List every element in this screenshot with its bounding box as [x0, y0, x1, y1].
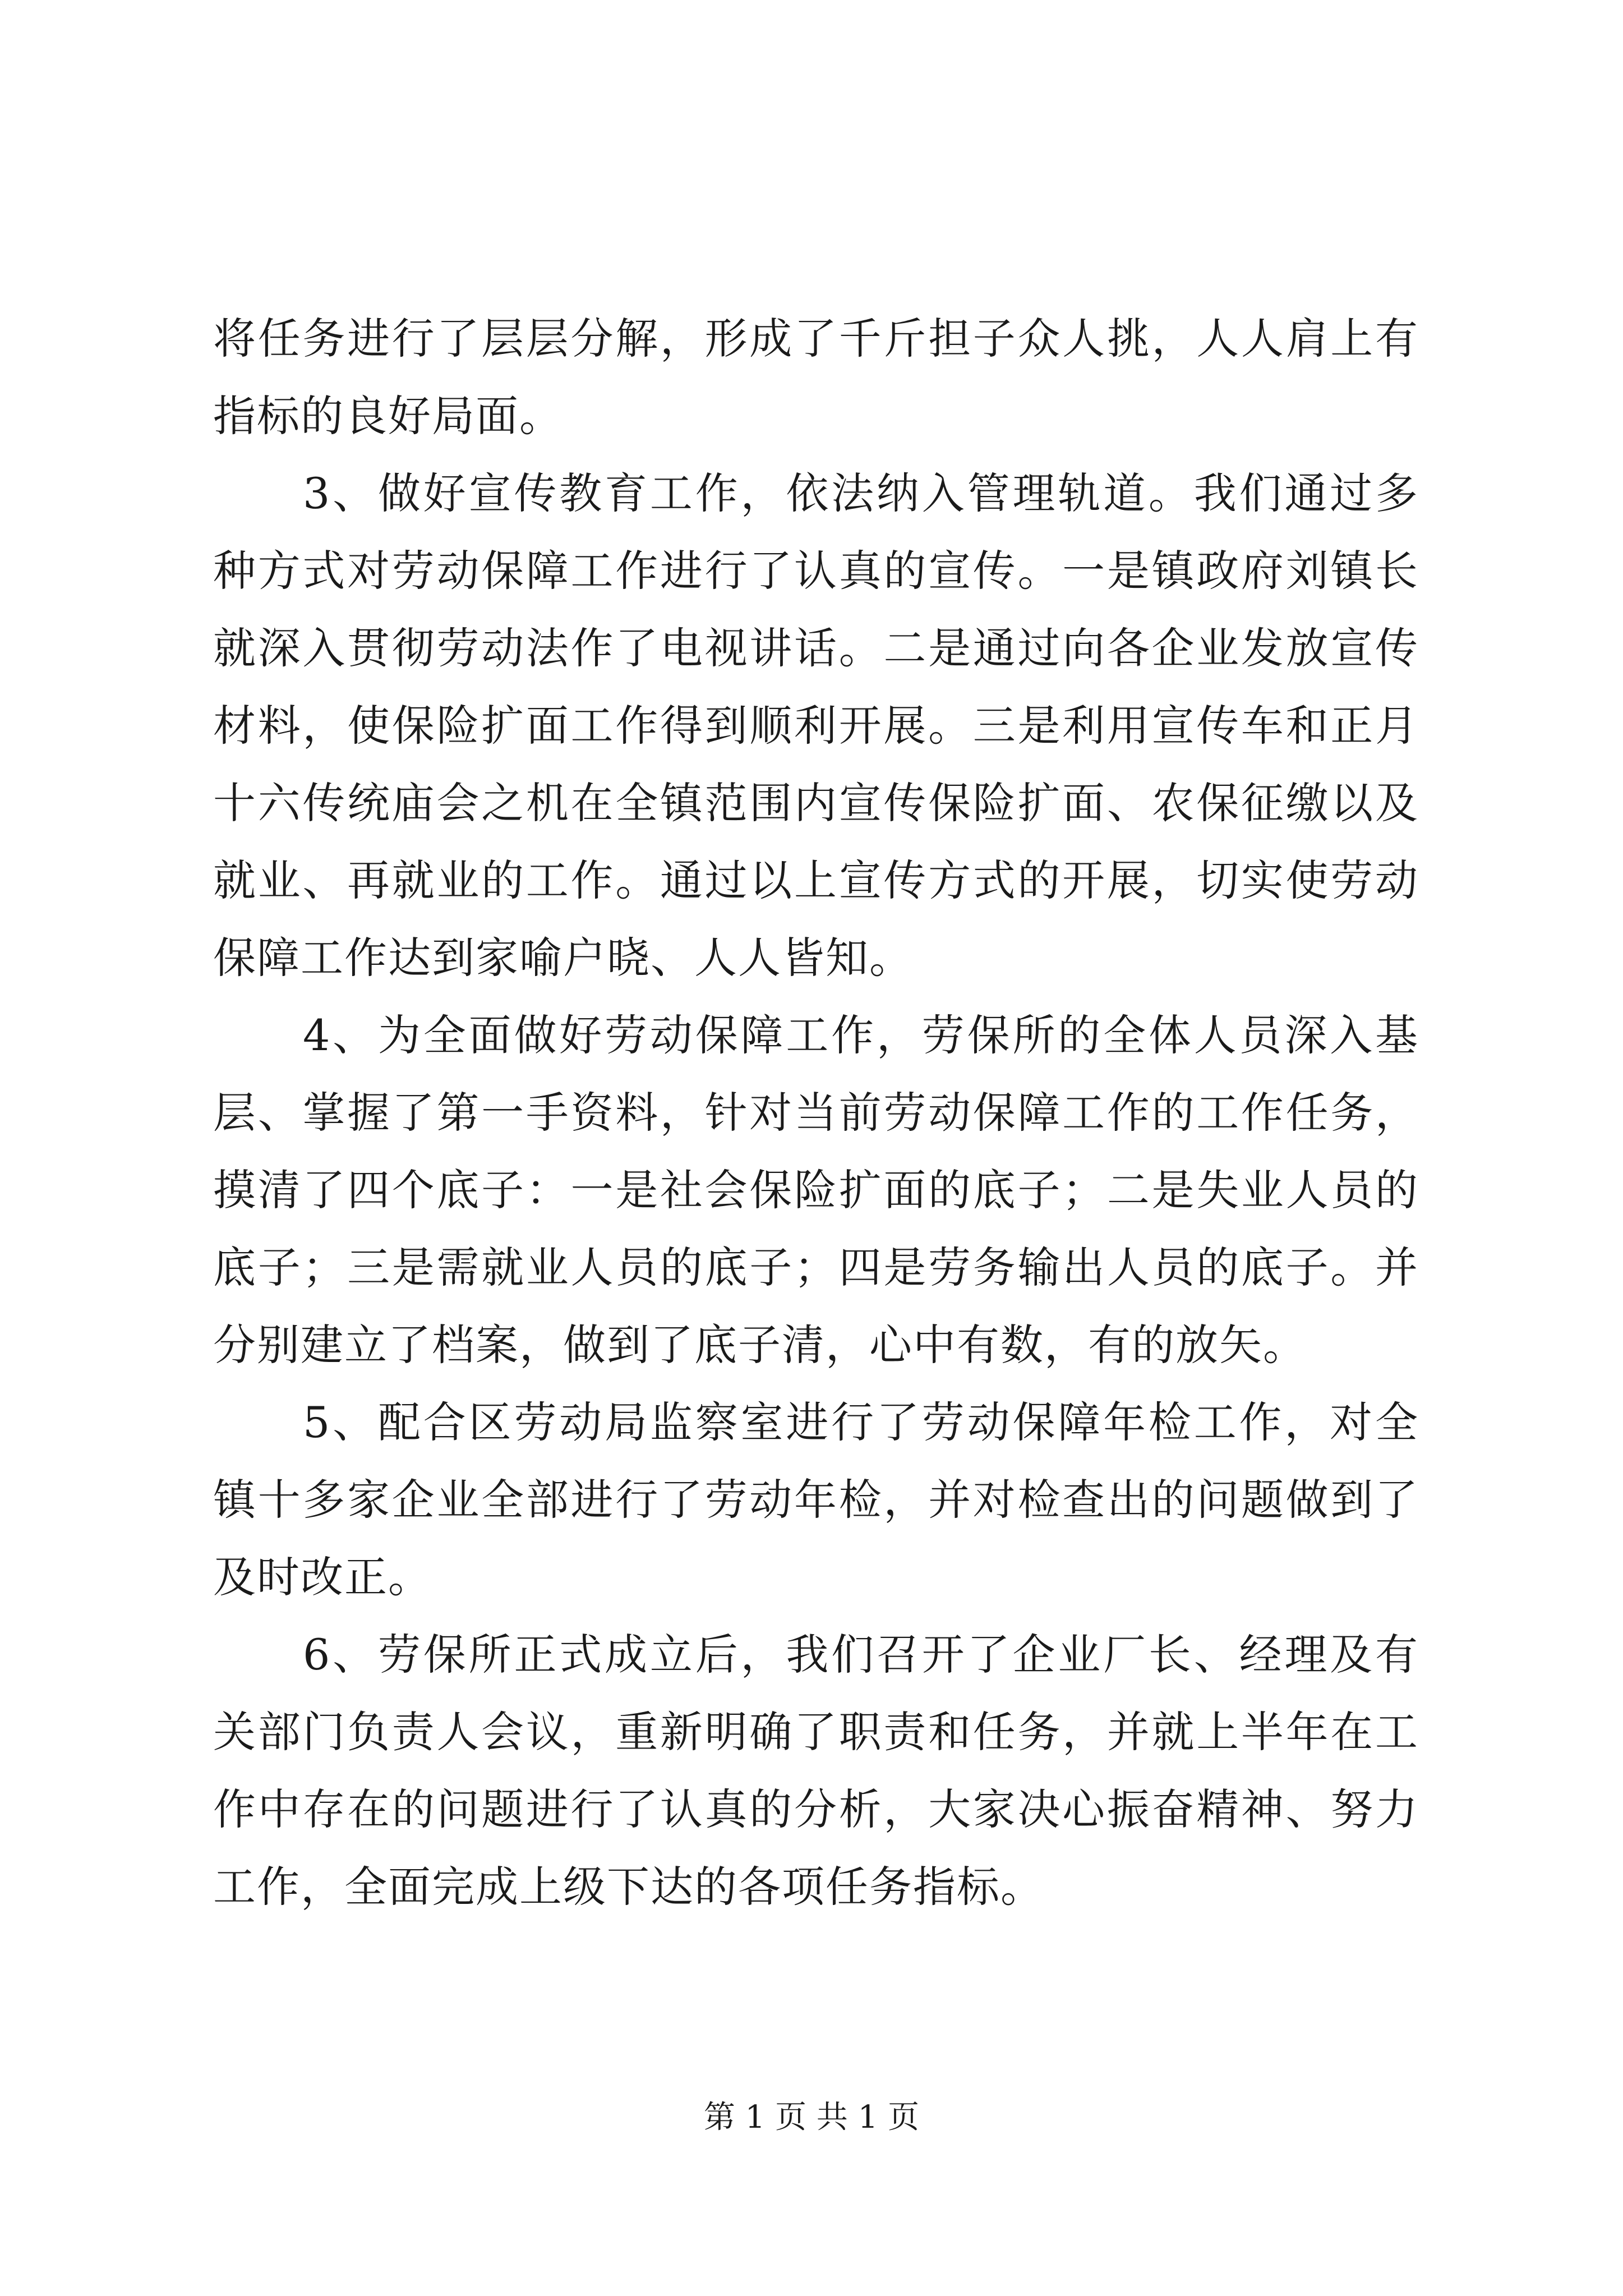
page-number-footer: 第 1 页 共 1 页: [703, 2099, 920, 2136]
paragraph-item-3: 3、做好宣传教育工作，依法纳入管理轨道。我们通过多种方式对劳动保障工作进行了认真的宣传。一是镇政府刘镇长就深入贯彻劳动法作了电视讲话。二是通过向各企业发放宣传材料，使保险扩面工作得到顺利开展。三是利用宣传车和正月十六传统庙会之机在全镇范围内宣传保险扩面、农保征缴以及就业、再就业的工作。通过以上宣传方式的开展，切实使劳动保障工作达到家喻户晓、人人皆知。: [213, 468, 1419, 983]
paragraph-continuation: 将任务进行了层层分解，形成了千斤担子众人挑，人人肩上有指标的良好局面。: [213, 314, 1419, 441]
paragraph-item-4: 4、为全面做好劳动保障工作，劳保所的全体人员深入基层、掌握了第一手资料，针对当前劳动保障工作的工作任务，摸清了四个底子：一是社会保险扩面的底子；二是失业人员的底子；三是需就业人员的底子；四是劳务输出人员的底子。并分别建立了档案，做到了底子清，心中有数，有的放矢。: [213, 1010, 1419, 1370]
document-body: [213, 300, 1419, 1926]
paragraph-item-6: 6、劳保所正式成立后，我们召开了企业厂长、经理及有关部门负责人会议，重新明确了职责和任务，并就上半年在工作中存在的问题进行了认真的分析，大家决心振奋精神、努力工作，全面完成上级下达的各项任务指标。: [213, 1630, 1419, 1912]
paragraph-item-5: 5、配合区劳动局监察室进行了劳动保障年检工作，对全镇十多家企业全部进行了劳动年检，并对检查出的问题做到了及时改正。: [213, 1397, 1419, 1602]
